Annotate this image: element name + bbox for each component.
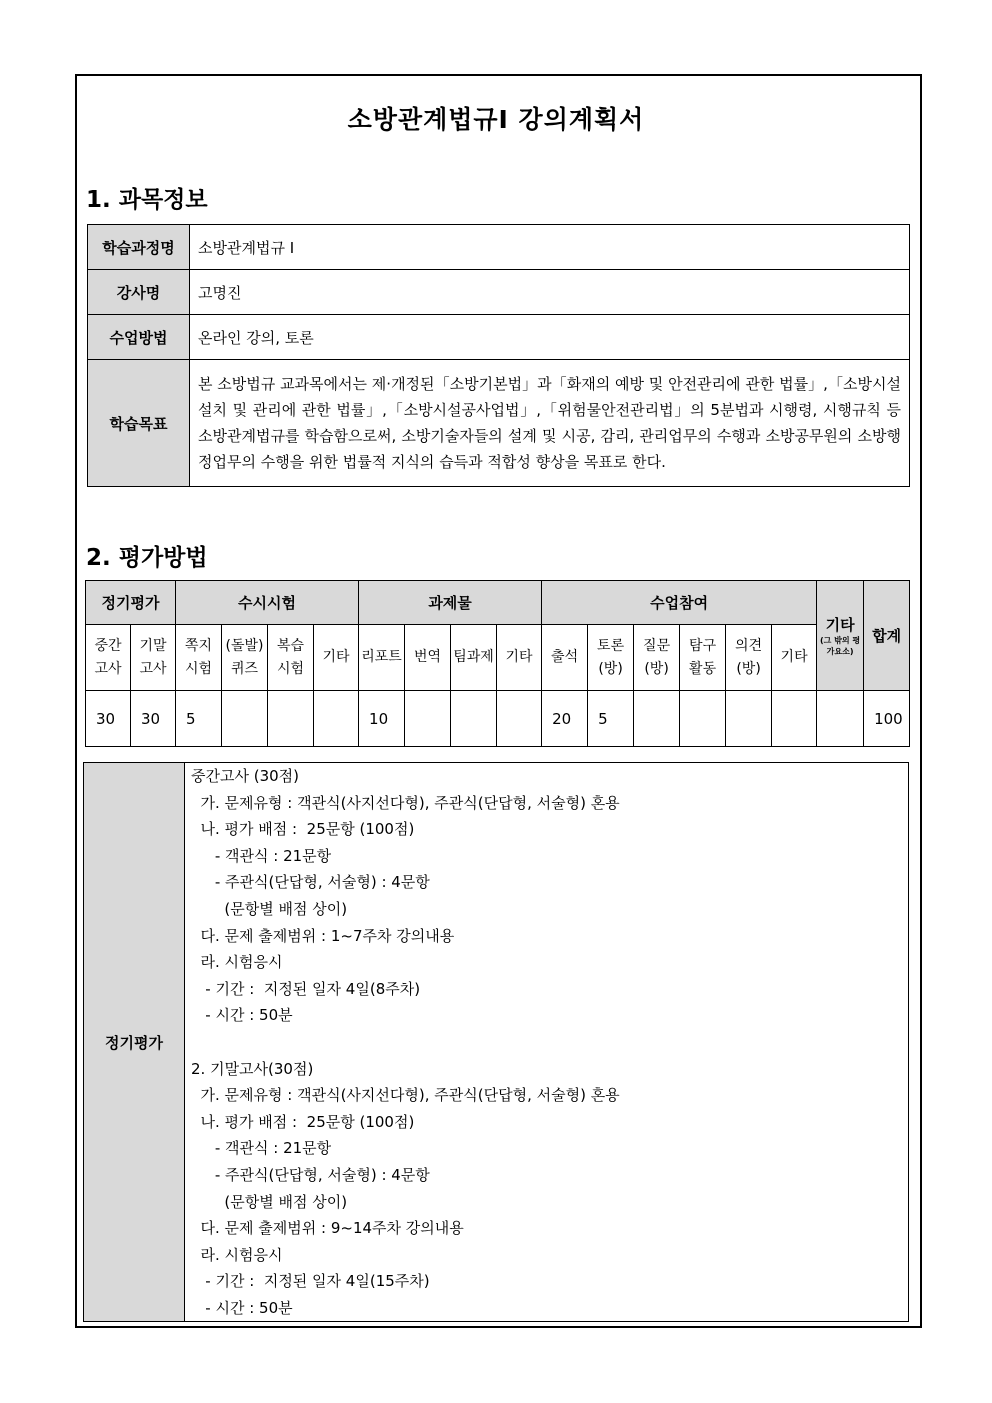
evaluation-value-cell	[451, 691, 497, 747]
info-value: 고명진	[190, 270, 910, 315]
evaluation-subheader-cell	[542, 625, 588, 691]
detail-line: - 주관식(단답형, 서술형) : 4문항	[191, 1165, 430, 1184]
evaluation-subheader-cell	[131, 625, 176, 691]
detail-row	[84, 763, 909, 1322]
evaluation-subheader-cell	[588, 625, 634, 691]
evaluation-value-cell	[222, 691, 268, 747]
detail-line: 다. 문제 출제범위 : 1~7주차 강의내용	[191, 926, 455, 945]
evaluation-value-cell: 20	[542, 691, 588, 747]
detail-label: 정기평가	[84, 763, 185, 1322]
subheader-text: (방)	[644, 660, 669, 677]
evaluation-value-cell	[405, 691, 451, 747]
subheader-text: 질문	[643, 637, 671, 654]
subheader-text: 복습	[276, 637, 305, 654]
evaluation-value-row	[86, 691, 910, 747]
evaluation-value-cell	[268, 691, 314, 747]
detail-line: 다. 문제 출제범위 : 9~14주차 강의내용	[191, 1219, 464, 1238]
subheader-text: 고사	[139, 660, 167, 677]
evaluation-value-cell	[680, 691, 726, 747]
subheader-text: 시험	[184, 660, 213, 677]
evaluation-value-cell	[497, 691, 542, 747]
detail-line: 2. 기말고사(30점)	[191, 1059, 314, 1078]
goal-text: 본 소방법규 교과목에서는 제·개정된「소방기본법」과「화재의 예방 및 안전관리에 관한 법률」,「소방시설 설치 및 관리에 관한 법률」,「소방시설공사업법」,「위험물안전관리법」의 5분법과 시행령, 시행규칙 등 소방관계법규를 학습함으로써, 소방기술자들의 설계 및 시공, 감리, 관리업무의 수행과 소방공무원의 소방행정업무의 수행을 위한 법률적 지식의 습득과 적합성 향상을 목표로 한다.	[190, 360, 910, 487]
subheader-text: 중간	[94, 637, 122, 654]
group-other-label: 기타	[825, 616, 855, 634]
course-info-table	[87, 224, 910, 487]
detail-line: 가. 문제유형 : 객관식(사지선다형), 주관식(단답형, 서술형) 혼용	[191, 1086, 620, 1105]
subheader-text: 기타	[505, 649, 533, 665]
regular-evaluation-detail-table	[83, 762, 909, 1322]
detail-line: 나. 평가 배점 : 25문항 (100점)	[191, 820, 415, 839]
evaluation-value-cell: 30	[131, 691, 176, 747]
evaluation-subheader-cell	[497, 625, 542, 691]
subheader-text: 시험	[276, 660, 305, 677]
subheader-text: 활동	[689, 660, 717, 677]
detail-line: - 주관식(단답형, 서술형) : 4문항	[191, 873, 430, 892]
evaluation-value-cell	[817, 691, 864, 747]
evaluation-value-cell: 5	[176, 691, 222, 747]
group-assignment: 과제물	[359, 581, 542, 625]
detail-line: - 기간 : 지정된 일자 4일(8주차)	[191, 979, 421, 998]
evaluation-subheader-cell	[772, 625, 817, 691]
evaluation-value-cell	[726, 691, 772, 747]
group-other	[817, 581, 864, 691]
subheader-text: 기타	[780, 649, 808, 665]
info-row	[88, 225, 910, 270]
subheader-text: 토론	[597, 637, 625, 654]
detail-body	[185, 763, 909, 1322]
subheader-text: 퀴즈	[230, 660, 259, 677]
evaluation-value-cell	[772, 691, 817, 747]
evaluation-subheader-cell	[405, 625, 451, 691]
detail-line: - 시간 : 50분	[191, 1006, 293, 1025]
evaluation-value-cell	[634, 691, 680, 747]
subheader-text: (방)	[598, 660, 623, 677]
detail-line: - 시간 : 50분	[191, 1298, 293, 1317]
evaluation-subheader-cell	[268, 625, 314, 691]
evaluation-table	[85, 580, 910, 747]
detail-line: - 객관식 : 21문항	[191, 1139, 332, 1158]
evaluation-subheader-cell	[634, 625, 680, 691]
detail-line	[191, 1029, 908, 1056]
group-quiz: 수시시험	[176, 581, 359, 625]
evaluation-value-cell	[314, 691, 359, 747]
info-value: 온라인 강의, 토론	[190, 315, 910, 360]
evaluation-subheader-cell	[176, 625, 222, 691]
subheader-text: 리포트	[361, 649, 402, 665]
info-value: 소방관계법규 Ⅰ	[190, 225, 910, 270]
subheader-text: 출석	[551, 649, 579, 665]
section-heading-course-info: 1. 과목정보	[86, 187, 208, 213]
detail-line: - 객관식 : 21문항	[191, 846, 332, 865]
detail-line: - 기간 : 지정된 일자 4일(15주차)	[191, 1272, 430, 1291]
info-label: 학습과정명	[88, 225, 190, 270]
subheader-text: 탐구	[689, 637, 717, 654]
evaluation-subheader-cell	[222, 625, 268, 691]
goal-row	[88, 360, 910, 487]
evaluation-subheader-cell	[86, 625, 131, 691]
detail-line: 중간고사 (30점)	[191, 767, 300, 785]
detail-line: (문항별 배점 상이)	[191, 899, 348, 918]
group-regular: 정기평가	[86, 581, 176, 625]
subheader-text: 팀과제	[453, 649, 494, 665]
evaluation-subheader-cell	[451, 625, 497, 691]
info-row	[88, 315, 910, 360]
detail-line: 라. 시험응시	[191, 1245, 283, 1264]
info-label: 강사명	[88, 270, 190, 315]
info-label: 수업방법	[88, 315, 190, 360]
evaluation-subheader-row	[86, 625, 910, 691]
evaluation-group-row	[86, 581, 910, 625]
detail-line: 가. 문제유형 : 객관식(사지선다형), 주관식(단답형, 서술형) 혼용	[191, 793, 620, 812]
evaluation-value-cell: 10	[359, 691, 405, 747]
detail-line: (문항별 배점 상이)	[191, 1192, 348, 1211]
info-row	[88, 270, 910, 315]
section-heading-evaluation: 2. 평가방법	[86, 545, 208, 571]
evaluation-value-cell: 100	[864, 691, 910, 747]
page-title: 소방관계법규Ⅰ 강의계획서	[347, 105, 645, 134]
evaluation-subheader-cell	[314, 625, 359, 691]
subheader-text: 고사	[94, 660, 122, 677]
detail-line: 나. 평가 배점 : 25문항 (100점)	[191, 1112, 415, 1131]
evaluation-value-cell: 30	[86, 691, 131, 747]
subheader-text: 쪽지	[184, 637, 213, 654]
evaluation-subheader-cell	[726, 625, 772, 691]
evaluation-subheader-cell	[680, 625, 726, 691]
group-participation: 수업참여	[542, 581, 817, 625]
evaluation-subheader-cell	[359, 625, 405, 691]
subheader-text: (돌발)	[225, 637, 264, 654]
group-total: 합계	[864, 581, 910, 691]
goal-label: 학습목표	[88, 360, 190, 487]
subheader-text: 의견	[735, 637, 763, 654]
subheader-text: 기타	[322, 649, 350, 665]
group-other-note: (그 밖의 평가요소)	[820, 636, 861, 656]
detail-line: 라. 시험응시	[191, 953, 283, 972]
evaluation-value-cell: 5	[588, 691, 634, 747]
subheader-text: 기말	[139, 637, 167, 654]
subheader-text: (방)	[736, 660, 761, 677]
subheader-text: 번역	[414, 649, 442, 665]
